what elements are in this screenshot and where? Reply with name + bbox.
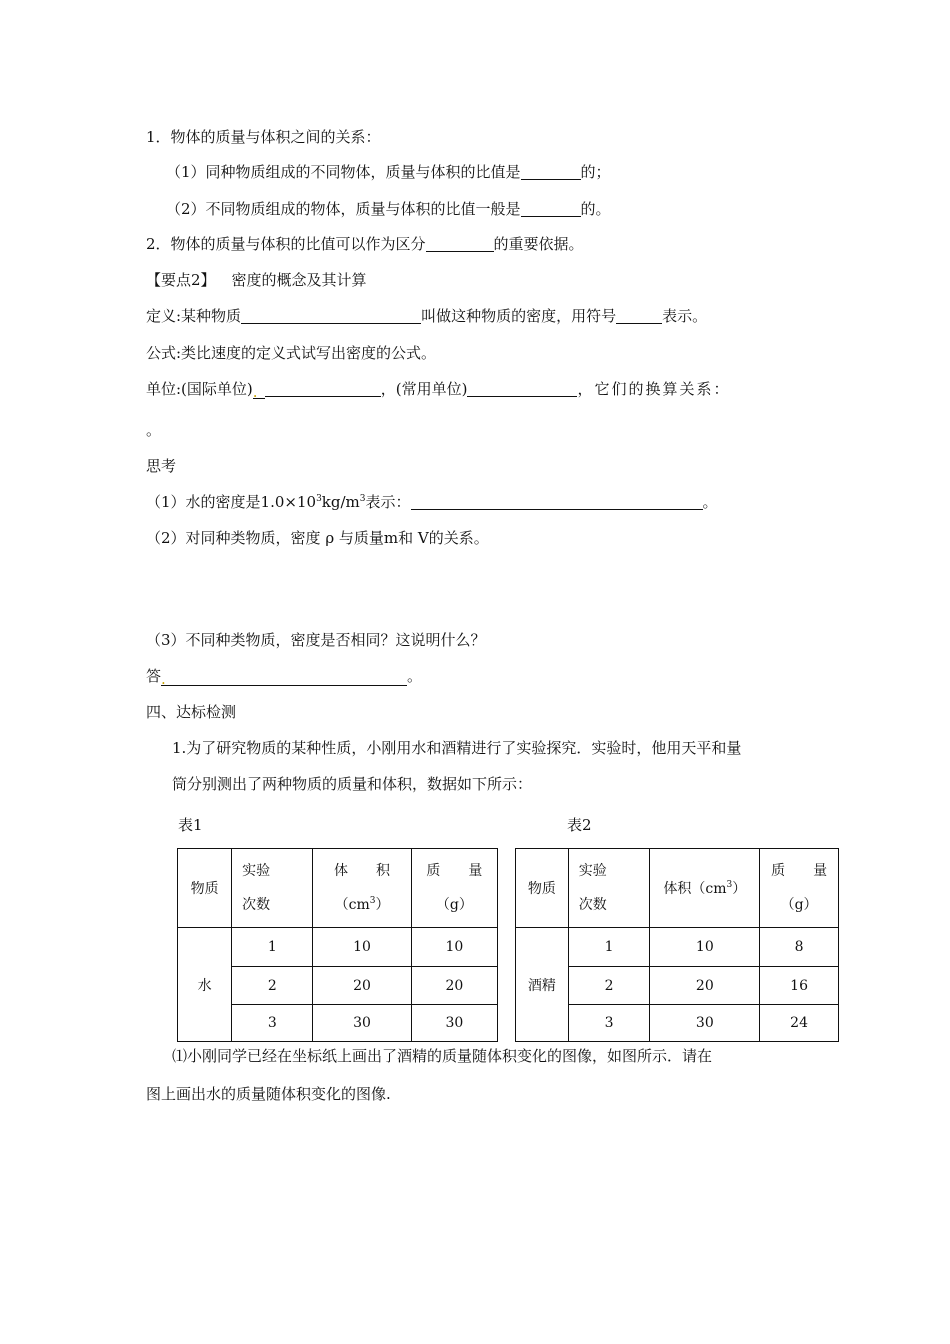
mass-cell: 16: [760, 967, 839, 1005]
fill-blank[interactable]: [616, 307, 662, 324]
header-trial: 实验 次数: [232, 849, 313, 928]
trial-cell: 2: [568, 967, 650, 1005]
header-volume: 体 积 $(cm^3)$: [313, 849, 411, 928]
think-answer: 答. 。: [146, 667, 423, 688]
fill-blank[interactable]: .: [161, 669, 407, 686]
think-title: 思考: [146, 457, 177, 475]
header-substance: 物质: [516, 849, 569, 928]
header-trial: 实验 次数: [568, 849, 650, 928]
q1-line-2: 筒分别测出了两种物质的质量和体积，数据如下所示：: [172, 775, 533, 793]
fill-blank[interactable]: [411, 493, 703, 510]
item-1-sub-1: （1）同种物质组成的不同物体，质量与体积的比值是 的；: [166, 163, 611, 181]
volume-cell: 20: [313, 967, 411, 1005]
volume-cell: 10: [313, 928, 411, 967]
mass-cell: 24: [760, 1005, 839, 1042]
mass-cell: 20: [411, 967, 497, 1005]
item-1: 1．物体的质量与体积之间的关系：: [146, 128, 381, 146]
trial-cell: 2: [232, 967, 313, 1005]
key-point-heading: 【要点2】 密度的概念及其计算: [146, 271, 367, 289]
table-2-label: 表2: [567, 816, 592, 834]
fill-blank[interactable]: [426, 235, 494, 252]
volume-cell: 30: [650, 1005, 760, 1042]
volume-cell: 30: [313, 1005, 411, 1042]
think-q2: （2）对同种类物质，密度 ρ 与质量m和 V的关系。: [146, 529, 489, 547]
fill-blank[interactable]: [265, 380, 381, 397]
header-mass: 质 量 （g）: [411, 849, 497, 928]
section-4-title: 四、达标检测: [146, 703, 237, 721]
unit-end: 。: [146, 421, 162, 439]
q1-line-1: 1.为了研究物质的某种性质，小刚用水和酒精进行了实验探究．实验时，他用天平和量: [172, 739, 742, 757]
think-q3: （3）不同种类物质，密度是否相同？这说明什么？: [146, 631, 486, 649]
sub-question-1-line-1: ⑴小刚同学已经在坐标纸上画出了酒精的质量随体积变化的图像，如图所示．请在: [172, 1047, 713, 1065]
header-mass: 质 量 （g）: [760, 849, 839, 928]
substance-cell: 酒精: [516, 928, 569, 1042]
substance-cell: 水: [178, 928, 232, 1042]
fill-blank[interactable]: [521, 163, 581, 180]
formula-line: 公式:类比速度的定义式试写出密度的公式。: [146, 344, 437, 362]
table-1-label: 表1: [178, 816, 203, 834]
mass-cell: 8: [760, 928, 839, 967]
volume-cell: 10: [650, 928, 760, 967]
trial-cell: 3: [232, 1005, 313, 1042]
think-q1: （1）水的密度是$1.0\times 10^3kg/m^3$表示： 。: [146, 493, 718, 511]
trial-cell: 1: [232, 928, 313, 967]
fill-blank[interactable]: [241, 307, 421, 324]
unit-line: 单位:(国际单位). ，(常用单位) ，它们的换算关系：: [146, 380, 731, 401]
fill-blank[interactable]: [467, 380, 577, 397]
trial-cell: 1: [568, 928, 650, 967]
definition-line: 定义:某种物质 叫做这种物质的密度，用符号 表示。: [146, 307, 708, 325]
trial-cell: 3: [568, 1005, 650, 1042]
item-2: 2．物体的质量与体积的比值可以作为区分 的重要依据。: [146, 235, 584, 253]
table-2: [515, 848, 839, 1042]
header-volume: 体积$(cm^3)$: [650, 849, 760, 928]
mass-cell: 30: [411, 1005, 497, 1042]
fill-blank[interactable]: .: [253, 382, 265, 399]
mass-cell: 10: [411, 928, 497, 967]
item-1-sub-2: （2）不同物质组成的物体，质量与体积的比值一般是 的。: [166, 200, 611, 218]
volume-cell: 20: [650, 967, 760, 1005]
sub-question-1-line-2: 图上画出水的质量随体积变化的图像.: [146, 1085, 391, 1103]
table-1: [177, 848, 498, 1042]
fill-blank[interactable]: [521, 200, 581, 217]
header-substance: 物质: [178, 849, 232, 928]
